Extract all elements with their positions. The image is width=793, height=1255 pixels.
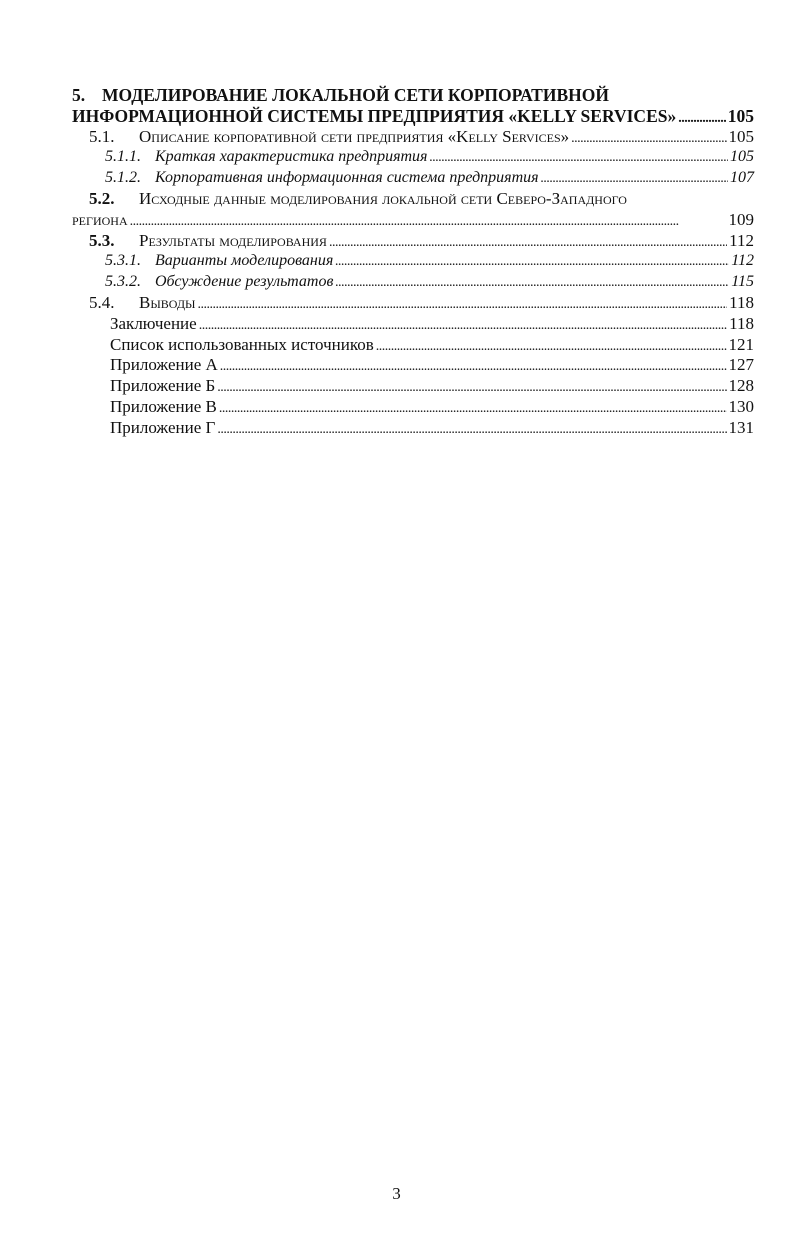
toc-leader-dots xyxy=(571,127,726,150)
toc-page-number: 105 xyxy=(730,148,754,166)
toc-entry-number: 5.3. xyxy=(89,230,115,250)
page-number: 3 xyxy=(392,1184,401,1203)
toc-entry-5-2[interactable] xyxy=(72,189,754,231)
toc-page-number: 105 xyxy=(727,105,754,126)
toc-leader-dots xyxy=(217,376,726,399)
toc-page-number: 115 xyxy=(731,273,754,291)
toc-page-number: 128 xyxy=(728,376,754,396)
toc-entry-title: Описание корпоративной сети предприятия «Kelly Services» xyxy=(139,126,570,146)
table-of-contents xyxy=(72,85,754,439)
toc-entry-title: Список использованных источников xyxy=(110,334,374,354)
toc-page-number: 121 xyxy=(728,334,754,354)
toc-entry-5-1-2[interactable] xyxy=(72,168,754,189)
toc-chapter-line[interactable] xyxy=(72,106,754,127)
toc-entry-title: Заключение xyxy=(110,313,197,333)
toc-chapter-5 xyxy=(72,85,754,127)
toc-chapter-title-line1: МОДЕЛИРОВАНИЕ ЛОКАЛЬНОЙ СЕТИ КОРПОРАТИВНОЙ xyxy=(102,85,609,105)
toc-entry-title: Обсуждение результатов xyxy=(155,273,334,291)
toc-entry-number: 5.2. xyxy=(89,188,115,208)
toc-entry-title: Краткая характеристика предприятия xyxy=(155,148,428,166)
toc-entry-title: Приложение В xyxy=(110,396,217,416)
toc-page-number: 118 xyxy=(729,313,754,333)
toc-entry-number: 5.1.1. xyxy=(105,148,141,166)
toc-page-number: 127 xyxy=(728,355,754,375)
toc-leader-dots xyxy=(219,397,727,420)
toc-page-number: 118 xyxy=(729,292,754,312)
toc-entry-number: 5.3.1. xyxy=(105,252,141,270)
toc-entry-5-3[interactable] xyxy=(72,231,754,252)
toc-page-number: 105 xyxy=(728,126,754,146)
toc-entry-5-1-1[interactable] xyxy=(72,147,754,168)
toc-page-number: 112 xyxy=(731,252,754,270)
toc-chapter-title-line2: ИНФОРМАЦИОННОЙ СИСТЕМЫ ПРЕДПРИЯТИЯ «KELLY SERVICES» xyxy=(72,105,677,126)
toc-leader-dots xyxy=(198,293,728,316)
toc-entry-appendix-a[interactable] xyxy=(72,355,754,376)
toc-entry-title: Приложение Б xyxy=(110,376,216,396)
toc-entry-number: 5.4. xyxy=(89,292,115,312)
toc-leader-dots xyxy=(220,355,727,378)
toc-leader-dots xyxy=(199,314,727,337)
toc-leader-dots xyxy=(335,272,729,294)
toc-entry-5-3-2[interactable] xyxy=(72,272,754,293)
toc-entry-5-3-1[interactable] xyxy=(72,251,754,272)
toc-entry-sources[interactable] xyxy=(72,335,754,356)
toc-leader-dots xyxy=(335,251,729,273)
toc-leader-dots xyxy=(541,168,728,190)
toc-page-number: 107 xyxy=(730,169,754,187)
toc-entry-appendix-g[interactable] xyxy=(72,418,754,439)
toc-page-number: 112 xyxy=(729,230,754,250)
toc-entry-line xyxy=(72,210,754,231)
toc-entry-appendix-v[interactable] xyxy=(72,397,754,418)
toc-entry-title-line1: Исходные данные моделирования локальной сети Северо-Западного xyxy=(139,188,627,208)
toc-page-number: 109 xyxy=(728,209,754,229)
toc-entry-number: 5.1.2. xyxy=(105,169,141,187)
toc-entry-5-1[interactable] xyxy=(72,127,754,148)
toc-chapter-number: 5. xyxy=(72,85,86,105)
toc-entry-title: Выводы xyxy=(139,292,196,312)
toc-leader-dots xyxy=(329,231,727,254)
toc-entry-title-line2: региона xyxy=(72,209,128,229)
toc-entry-conclusion[interactable] xyxy=(72,314,754,335)
toc-leader-dots xyxy=(376,335,727,358)
toc-chapter-head xyxy=(72,85,754,106)
toc-entry-title: Корпоративная информационная система предприятия xyxy=(155,169,539,187)
toc-leader-dots xyxy=(217,418,726,441)
toc-entry-title: Приложение Г xyxy=(110,417,216,437)
toc-entry-appendix-b[interactable] xyxy=(72,376,754,397)
toc-entry-number: 5.3.2. xyxy=(105,273,141,291)
toc-leader-dots xyxy=(430,147,729,169)
toc-entry-title: Результаты моделирования xyxy=(139,230,327,250)
toc-page-number: 131 xyxy=(728,417,754,437)
toc-leader-dots xyxy=(130,210,727,233)
toc-entry-title: Приложение А xyxy=(110,355,218,375)
toc-entry-5-4[interactable] xyxy=(72,293,754,314)
toc-page-number: 130 xyxy=(728,396,754,416)
toc-entry-head xyxy=(72,189,754,210)
toc-entry-number: 5.1. xyxy=(89,126,115,146)
toc-entry-title: Варианты моделирования xyxy=(155,252,334,270)
